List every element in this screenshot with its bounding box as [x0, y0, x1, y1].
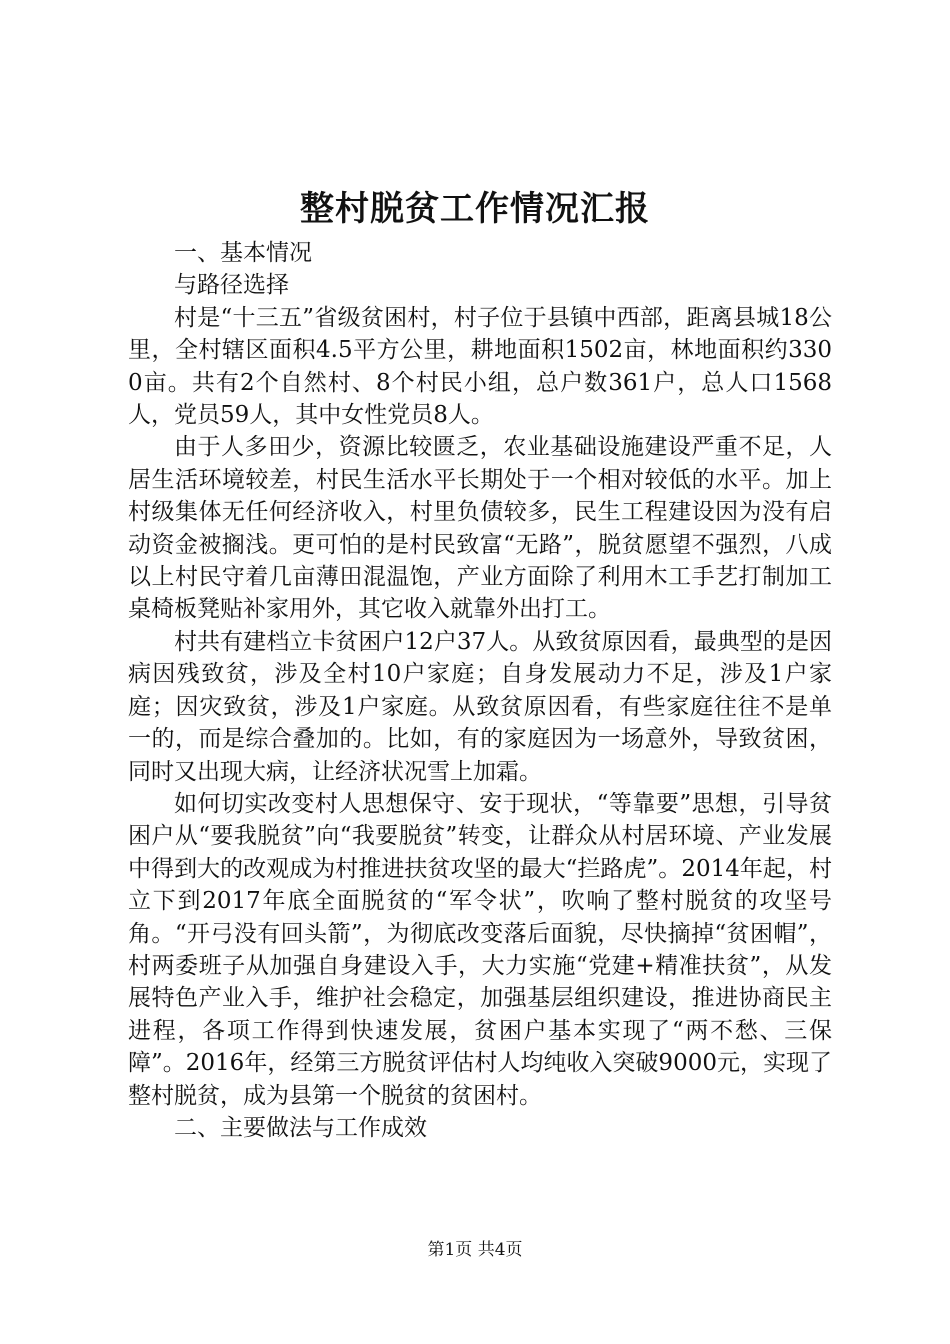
paragraph-registered-households: 村共有建档立卡贫困户12户37人。从致贫原因看，最典型的是因病因残致贫，涉及全村10户家庭；自身发展动力不足，涉及1户家庭；因灾致贫，涉及1户家庭。从致贫原因看，有些家庭往往不是单一的，而是综合叠加的。比如，有的家庭因为一场意外，导致贫困，同时又出现大病，让经济状况雪上加霜。 [128, 628, 832, 785]
document-body [128, 237, 832, 1144]
section-subheading-path-selection: 与路径选择 [174, 272, 289, 299]
document-title: 整村脱贫工作情况汇报 [300, 189, 650, 229]
paragraph-poverty-causes: 由于人多田少，资源比较匮乏，农业基础设施建设严重不足，人居生活环境较差，村民生活水平长期处于一个相对较低的水平。加上村级集体无任何经济收入，村里负债较多，民生工程建设因为没有启动资金被搁浅。更可怕的是村民致富“无路”，脱贫愿望不强烈，八成以上村民守着几亩薄田混温饱，产业方面除了利用木工手艺打制加工桌椅板凳贴补家用外，其它收入就靠外出打工。 [128, 434, 832, 623]
paragraph-village-overview: 村是“十三五”省级贫困村，村子位于县镇中西部，距离县城18公里，全村辖区面积4.5平方公里，耕地面积1502亩，林地面积约3300亩。共有2个自然村、8个村民小组，总户数361户，总人口1568人，党员59人，其中女性党员8人。 [128, 304, 832, 429]
section-heading-main-practices: 二、主要做法与工作成效 [174, 1114, 427, 1141]
page-footer: 第1页 共4页 [427, 1240, 523, 1260]
section-heading-basic-situation: 一、基本情况 [174, 240, 312, 266]
paragraph-poverty-alleviation-efforts: 如何切实改变村人思想保守、安于现状，“等靠要”思想，引导贫困户从“要我脱贫”向“我要脱贫”转变，让群众从村居环境、产业发展中得到大的改观成为村推进扶贫攻坚的最大“拦路虎”。2014年起，村立下到2017年底全面脱贫的“军令状”，吹响了整村脱贫的攻坚号角。“开弓没有回头箭”，为彻底改变落后面貌，尽快摘掉“贫困帽”，村两委班子从加强自身建设入手，大力实施“党建+精准扶贫”，从发展特色产业入手，维护社会稳定，加强基层组织建设，推进协商民主进程，各项工作得到快速发展，贫困户基本实现了“两不愁、三保障”。2016年，经第三方脱贫评估村人均纯收入突破9000元，实现了整村脱贫，成为县第一个脱贫的贫困村。 [128, 790, 832, 1109]
